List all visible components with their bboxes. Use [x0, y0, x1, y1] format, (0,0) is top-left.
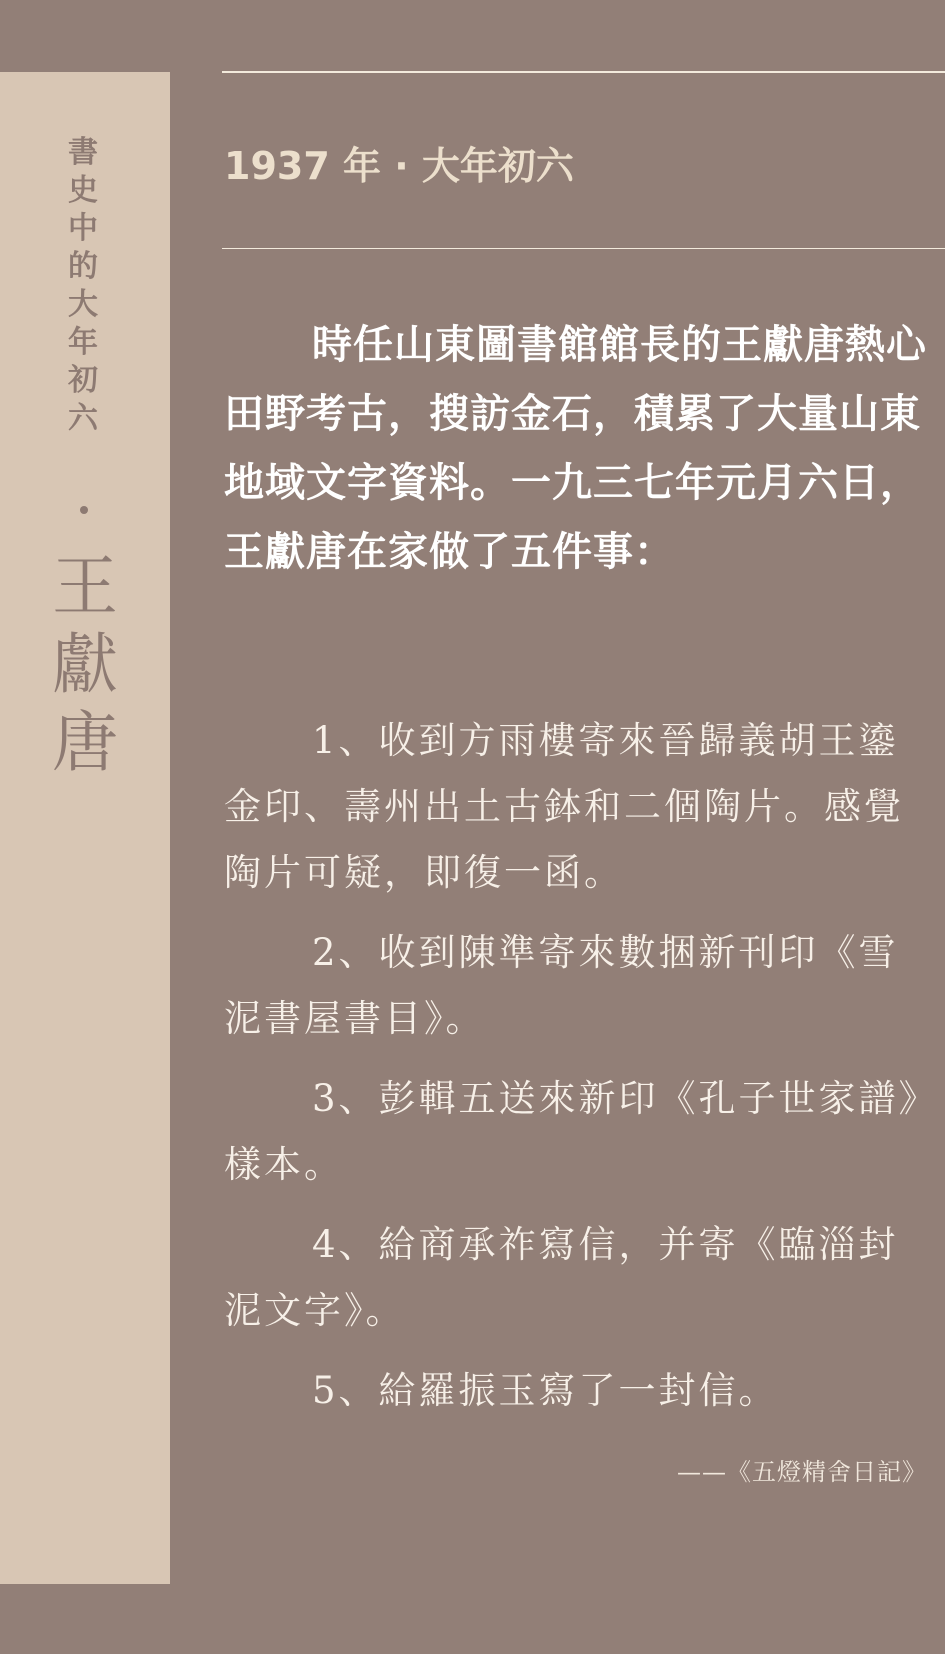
series-title — [63, 134, 103, 438]
series-title-char: 大 — [68, 287, 98, 322]
separator-dot — [80, 506, 88, 514]
series-title-char: 書 — [68, 135, 98, 170]
person-name — [48, 548, 122, 782]
person-name-char: 獻 — [52, 626, 118, 703]
event-list — [224, 708, 924, 1438]
person-name-char: 王 — [52, 548, 118, 625]
event-item: 5、給羅振玉寫了一封信。 — [312, 1369, 779, 1412]
series-title-char: 年 — [68, 325, 98, 360]
heading-divider — [222, 248, 945, 249]
series-title-char: 六 — [68, 401, 98, 436]
event-item: 2、收到陳準寄來數捆新刊印《雪泥書屋書目》。 — [224, 931, 899, 1040]
event-item: 3、彭輯五送來新印《孔子世家譜》樣本。 — [224, 1077, 921, 1186]
series-title-char: 中 — [68, 211, 98, 246]
source-citation: ——《五燈精舍日記》 — [677, 1458, 927, 1486]
event-item: 1、收到方雨樓寄來晉歸義胡王鎏金印、壽州出土古鉢和二個陶片。感覺陶片可疑，即復一函。 — [224, 719, 904, 894]
event-item: 4、給商承祚寫信，并寄《臨淄封泥文字》。 — [224, 1223, 899, 1332]
page-heading: 1937 年 · 大年初六 — [224, 144, 574, 188]
intro-paragraph: 時任山東圖書館館長的王獻唐熱心田野考古，搜訪金石，積累了大量山東地域文字資料。一九三七年元月六日，王獻唐在家做了五件事： — [224, 321, 927, 575]
series-title-char: 初 — [68, 363, 98, 398]
top-divider — [222, 71, 945, 73]
series-title-char: 的 — [68, 249, 98, 284]
person-name-char: 唐 — [52, 704, 118, 781]
series-title-char: 史 — [68, 173, 98, 208]
